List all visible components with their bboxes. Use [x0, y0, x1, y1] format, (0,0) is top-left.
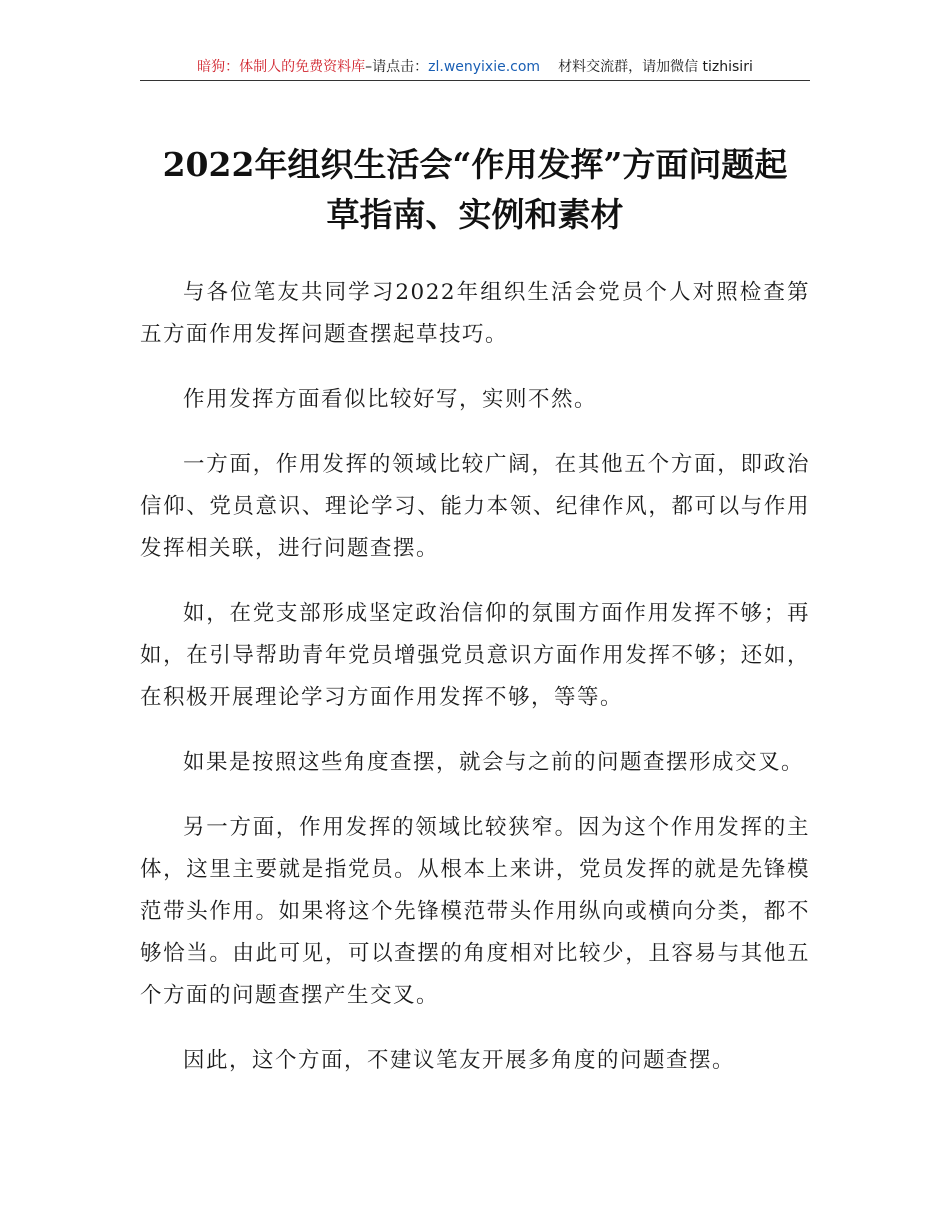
paragraph: 如，在党支部形成坚定政治信仰的氛围方面作用发挥不够；再如，在引导帮助青年党员增强党员意识方面作用发挥不够；还如，在积极开展理论学习方面作用发挥不够，等等。 — [140, 601, 810, 710]
title-line: 2022年组织生活会“作用发挥”方面问题起 — [162, 145, 788, 184]
document-title — [140, 140, 810, 240]
page-header — [140, 56, 810, 78]
paragraph: 如果是按照这些角度查摆，就会与之前的问题查摆形成交叉。 — [183, 750, 805, 775]
paragraph: 因此，这个方面，不建议笔友开展多角度的问题查摆。 — [183, 1048, 736, 1073]
paragraph: 作用发挥方面看似比较好写，实则不然。 — [183, 387, 598, 412]
header-url-link[interactable]: zl.wenyixie.com — [428, 59, 541, 75]
document-body — [140, 272, 810, 1105]
paragraph: 一方面，作用发挥的领域比较广阔，在其他五个方面，即政治信仰、党员意识、理论学习、能力本领、纪律作风，都可以与作用发挥相关联，进行问题查摆。 — [140, 452, 810, 561]
header-contact: 材料交流群，请加微信 tizhisiri — [558, 59, 753, 75]
header-divider — [140, 80, 810, 81]
title-line: 草指南、实例和素材 — [326, 195, 624, 234]
paragraph: 另一方面，作用发挥的领域比较狭窄。因为这个作用发挥的主体，这里主要就是指党员。从根本上来讲，党员发挥的就是先锋模范带头作用。如果将这个先锋模范带头作用纵向或横向分类，都不够恰当。由此可见，可以查摆的角度相对比较少，且容易与其他五个方面的问题查摆产生交叉。 — [140, 815, 810, 1008]
header-brand: 暗狗：体制人的免费资料库 — [197, 59, 366, 75]
paragraph: 与各位笔友共同学习2022年组织生活会党员个人对照检查第五方面作用发挥问题查摆起草技巧。 — [140, 280, 810, 347]
header-prompt: –请点击： — [365, 59, 429, 75]
